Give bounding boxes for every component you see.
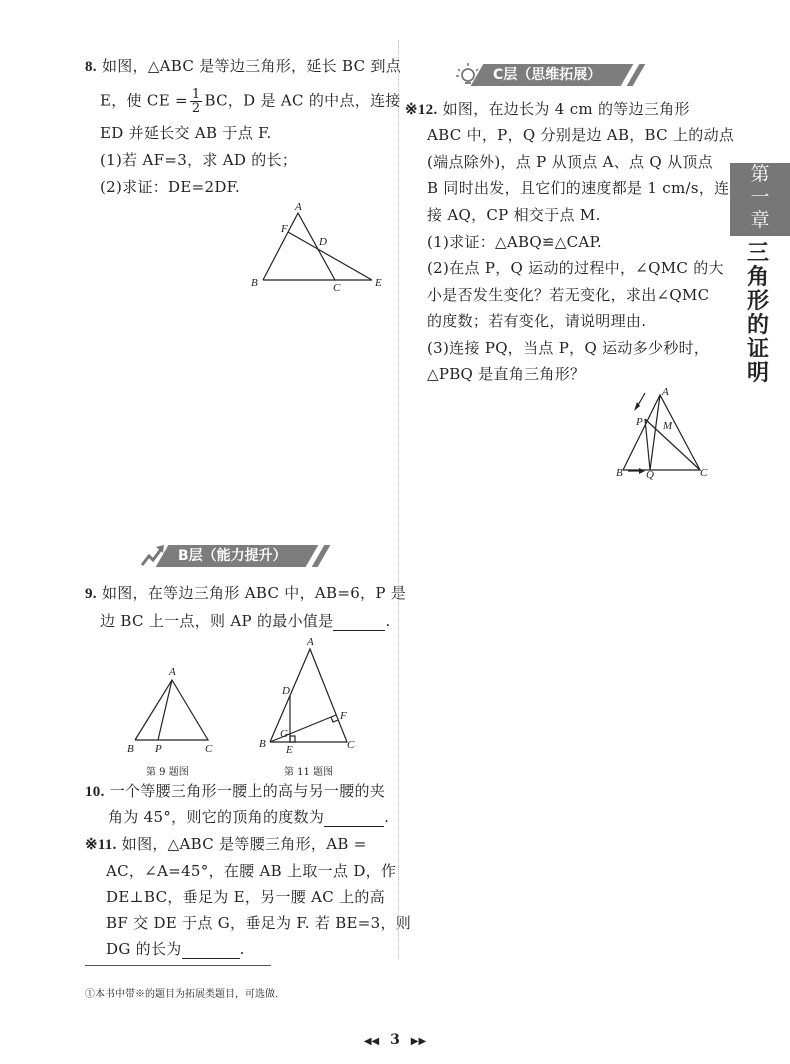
- q12-line7: (2)在点 P，Q 运动的过程中，∠QMC 的大: [427, 259, 724, 277]
- q9-figure: [125, 662, 225, 757]
- q12-line1: [405, 99, 690, 120]
- q8-figure: [245, 198, 395, 293]
- q12-line9: 的度数；若有变化，请说明理由.: [427, 312, 647, 330]
- q11-number: ※11.: [85, 837, 117, 853]
- numerator: 1: [191, 87, 201, 102]
- q12-line2: ABC 中，P，Q 分别是边 AB，BC 上的动点: [427, 126, 735, 144]
- label-b: B: [127, 743, 134, 755]
- footnote-rule: [85, 965, 271, 966]
- q11-caption: 第 11 题图: [284, 767, 334, 778]
- label-c: C: [205, 743, 213, 755]
- label-q: Q: [646, 469, 654, 480]
- answer-blank[interactable]: [324, 812, 384, 827]
- q10-end: .: [384, 808, 390, 826]
- label-p: P: [155, 743, 162, 755]
- q11-end: .: [239, 940, 245, 958]
- chapter-title-text: 三角形的证明: [746, 241, 769, 386]
- label-a: A: [295, 201, 302, 213]
- q8-text: E，使 CE =: [100, 91, 188, 110]
- section-c-banner: [455, 62, 655, 88]
- label-b: B: [616, 467, 623, 479]
- denominator: 2: [191, 101, 201, 116]
- q11-line5: [106, 939, 245, 959]
- q12-text: 如图，在边长为 4 cm 的等边三角形: [442, 100, 690, 118]
- label-c: C: [700, 467, 708, 479]
- double-left-arrow-icon[interactable]: ◀◀: [363, 1036, 380, 1047]
- label-f: F: [340, 710, 347, 722]
- q12-number: ※12.: [405, 102, 438, 118]
- page-number-bar: [340, 1032, 450, 1048]
- label-p: P: [636, 416, 643, 428]
- q12-figure: [612, 385, 712, 480]
- q9-end: .: [385, 612, 391, 630]
- page-number: 3: [390, 1032, 400, 1048]
- label-b: B: [259, 738, 266, 750]
- q10-text: 一个等腰三角形一腰上的高与另一腰的夹: [109, 782, 386, 800]
- label-c: C: [333, 282, 341, 293]
- q12-line11: △PBQ 是直角三角形？: [427, 365, 586, 383]
- q8-line5: (2)求证：DE=2DF.: [100, 178, 241, 196]
- q11-figure: [255, 635, 365, 760]
- label-g: G: [280, 728, 288, 740]
- section-b-title: B层（能力提升）: [178, 548, 287, 564]
- label-d: D: [319, 236, 327, 248]
- section-c-title: C层（思维拓展）: [493, 67, 602, 83]
- column-divider: [398, 40, 399, 960]
- q11-line1: [85, 834, 367, 855]
- q10-line2: [108, 807, 389, 827]
- q11-line4: BF 交 DE 于点 G，垂足为 F. 若 BE=3，则: [106, 914, 412, 932]
- q8-line1: [85, 56, 401, 77]
- q12-line8: 小是否发生变化？若无变化，求出∠QMC: [427, 286, 710, 304]
- q8-line4: (1)若 AF=3，求 AD 的长；: [100, 151, 298, 169]
- q9-caption: 第 9 题图: [146, 767, 189, 778]
- label-f: F: [281, 223, 288, 235]
- chapter-title: [738, 242, 778, 386]
- q9-line1: [85, 583, 406, 604]
- label-d: D: [282, 685, 290, 697]
- q12-line3: (端点除外)，点 P 从顶点 A、点 Q 从顶点: [427, 153, 713, 171]
- q8-text: BC，D 是 AC 的中点，连接: [204, 91, 401, 110]
- label-a: A: [169, 666, 176, 678]
- label-a: A: [307, 636, 314, 648]
- q12-line4: B 同时出发，且它们的速度都是 1 cm/s，连: [427, 179, 730, 197]
- label-a: A: [662, 386, 669, 398]
- label-c: C: [347, 739, 355, 751]
- q12-line10: (3)连接 PQ，当点 P，Q 运动多少秒时，: [427, 339, 710, 357]
- q8-text: 如图，△ABC 是等边三角形，延长 BC 到点: [101, 57, 402, 75]
- answer-blank[interactable]: [333, 616, 385, 631]
- q11-text: 如图，△ABC 是等腰三角形，AB =: [121, 835, 367, 853]
- footnote: ①本书中带※的题目为拓展类题目，可选做.: [85, 989, 279, 1000]
- q8-line3: ED 并延长交 AB 于点 F.: [100, 124, 272, 142]
- label-e: E: [286, 744, 293, 756]
- chapter-tab[interactable]: [730, 163, 790, 236]
- q11-line2: AC，∠A=45°，在腰 AB 上取一点 D，作: [106, 862, 397, 880]
- q9-line2: [100, 611, 391, 631]
- label-b: B: [251, 277, 258, 289]
- q9-number: 9.: [85, 586, 97, 602]
- label-e: E: [375, 277, 382, 289]
- answer-blank[interactable]: [182, 944, 240, 959]
- chapter-label: 第一章: [750, 163, 770, 231]
- q9-text: 如图，在等边三角形 ABC 中，AB=6，P 是: [101, 584, 407, 602]
- q11-text: DG 的长为: [106, 940, 182, 958]
- q10-number: 10.: [85, 784, 105, 800]
- q10-line1: [85, 781, 385, 802]
- segment-ef: [288, 232, 372, 280]
- fraction: [190, 88, 203, 115]
- q11-line3: DE⊥BC，垂足为 E，另一腰 AC 上的高: [106, 888, 386, 906]
- label-m: M: [663, 420, 673, 432]
- q10-text: 角为 45°，则它的顶角的度数为: [108, 808, 325, 826]
- section-b-banner: [140, 543, 340, 569]
- q8-number: 8.: [85, 59, 97, 75]
- q12-line5: 接 AQ，CP 相交于点 M.: [427, 206, 601, 224]
- q12-line6: (1)求证：△ABQ≌△CAP.: [427, 233, 602, 251]
- q8-line2: [100, 88, 401, 115]
- q9-text: 边 BC 上一点，则 AP 的最小值是: [100, 612, 334, 630]
- double-right-arrow-icon[interactable]: ▶▶: [410, 1036, 427, 1047]
